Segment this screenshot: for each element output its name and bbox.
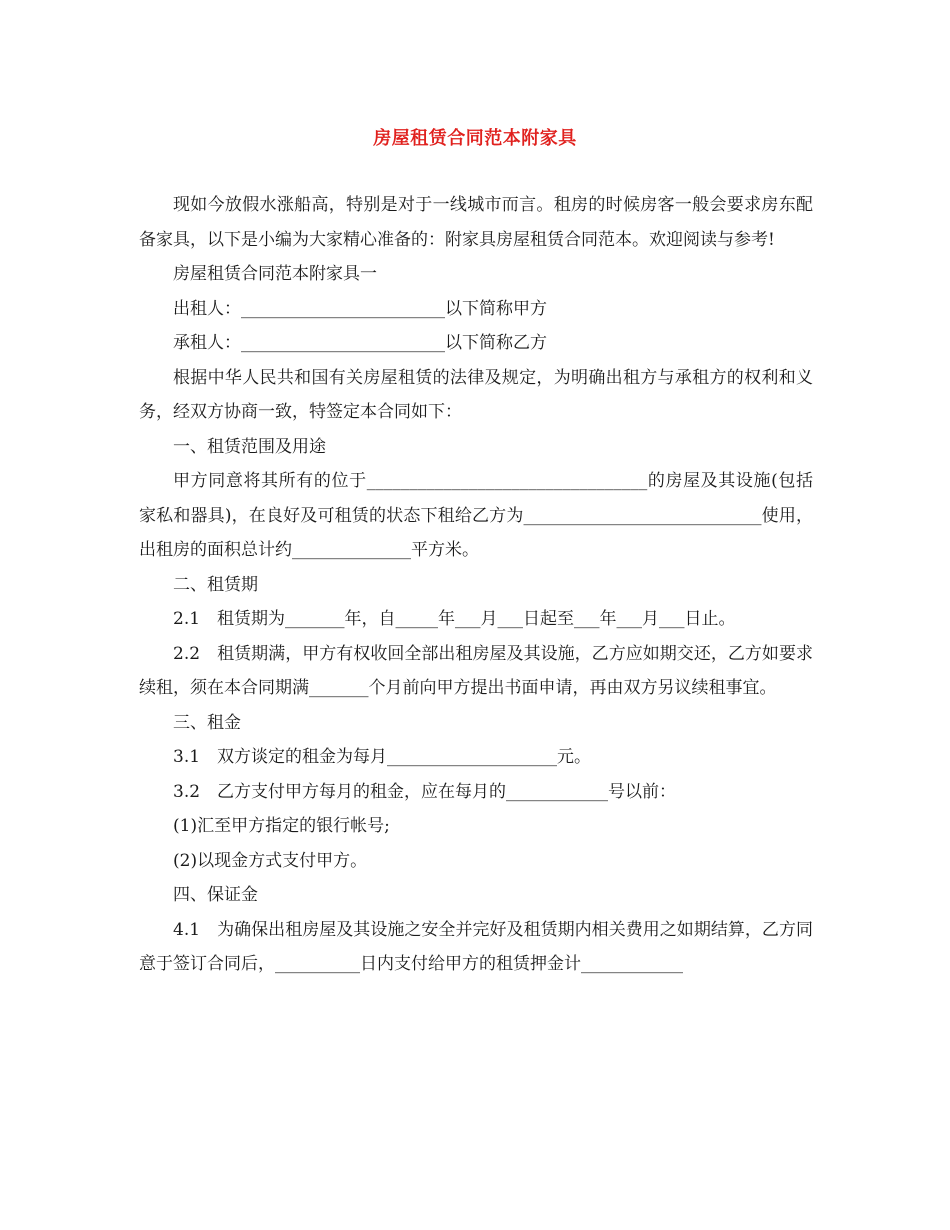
document-title: 房屋租赁合同范本附家具 <box>373 128 577 149</box>
section-heading-2: 二、租赁期 <box>173 574 258 595</box>
contract-heading: 房屋租赁合同范本附家具一 <box>173 264 377 284</box>
section-heading-1: 一、租赁范围及用途 <box>173 436 326 457</box>
lessor-line: 出租人：________________________以下简称甲方 <box>173 298 547 319</box>
clause-4-1: 4.1 为确保出租房屋及其设施之安全并完好及租赁期内相关费用之如期结算，乙方同意于签订合同后，__________日内支付给甲方的租赁押金计____________ <box>139 919 813 974</box>
section-heading-4: 四、保证金 <box>173 885 258 905</box>
payment-option-1: (1)汇至甲方指定的银行帐号; <box>173 816 390 836</box>
intro-paragraph: 现如今放假水涨船高，特别是对于一线城市而言。租房的时候房客一般会要求房东配备家具，以下是小编为大家精心准备的：附家具房屋租赁合同范本。欢迎阅读与参考! <box>139 195 813 250</box>
clause-2-1: 2.1 租赁期为_______年，自_____年___月___日起至___年___月___日止。 <box>173 609 736 629</box>
clause-2-2: 2.2 租赁期满，甲方有权收回全部出租房屋及其设施，乙方应如期交还，乙方如要求续租，须在本合同期满_______个月前向甲方提出书面申请，再由双方另议续租事宜。 <box>139 643 813 698</box>
document-body <box>139 188 813 982</box>
payment-option-2: (2)以现金方式支付甲方。 <box>173 850 368 871</box>
clause-3-2: 3.2 乙方支付甲方每月的租金，应在每月的____________号以前： <box>173 781 677 802</box>
clause-3-1: 3.1 双方谈定的租金为每月____________________元。 <box>173 747 592 767</box>
lessee-line: 承租人：________________________以下简称乙方 <box>173 333 547 353</box>
section-heading-3: 三、租金 <box>173 712 241 733</box>
section-1-paragraph: 甲方同意将其所有的位于_________________________________的房屋及其设施(包括家私和器具)，在良好及可租赁的状态下租给乙方为____________________________使用，出租房的面积总计约______________平方米。 <box>139 471 813 560</box>
preamble-paragraph: 根据中华人民共和国有关房屋租赁的法律及规定，为明确出租方与承租方的权利和义务，经双方协商一致，特签定本合同如下： <box>139 367 813 422</box>
